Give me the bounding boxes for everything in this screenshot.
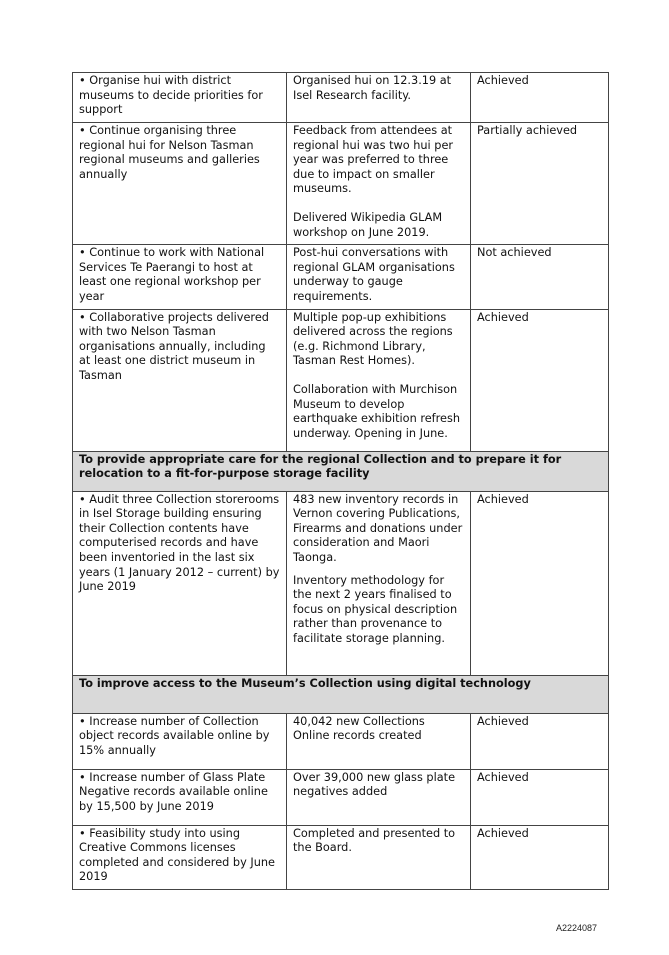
goal-cell: • Organise hui with district museums to decide priorities for support [73,73,287,123]
result-paragraph: Delivered Wikipedia GLAM workshop on June 2019. [293,210,443,239]
result-cell [287,825,471,889]
table-row [73,73,609,123]
result-paragraph: 40,042 new Collections Online records created [293,714,425,743]
result-cell [287,245,471,309]
section-heading: To improve access to the Museum’s Collection using digital technology [73,675,609,713]
table-row [73,491,609,675]
goal-cell: • Increase number of Glass Plate Negative records available online by 15,500 by June 2019 [73,769,287,825]
result-cell [287,491,471,675]
goal-cell: • Increase number of Collection object records available online by 15% annually [73,713,287,769]
goal-cell: • Feasibility study into using Creative Commons licenses completed and considered by June 2019 [73,825,287,889]
result-paragraph: Collaboration with Murchison Museum to develop earthquake exhibition refresh underway. Opening in June. [293,382,461,440]
goal-cell: • Continue organising three regional hui for Nelson Tasman regional museums and galleries annually [73,123,287,245]
result-cell [287,309,471,451]
goal-cell: • Audit three Collection storerooms in Isel Storage building ensuring their Collection contents have computerised records and have been inventoried in the last six years (1 January 2012 – current) by June 2019 [73,491,287,675]
status-cell: Achieved [471,309,609,451]
result-cell [287,123,471,245]
result-paragraph: Organised hui on 12.3.19 at Isel Research facility. [293,74,452,102]
status-cell: Achieved [471,769,609,825]
performance-table [72,72,609,890]
table-row [73,713,609,769]
status-cell: Achieved [471,825,609,889]
result-cell [287,73,471,123]
table-row [73,825,609,889]
table-row [73,123,609,245]
document-reference: A2224087 [555,923,597,933]
section-heading-row [73,675,609,713]
goal-cell: • Collaborative projects delivered with two Nelson Tasman organisations annually, including at least one district museum in Tasman [73,309,287,451]
status-cell: Achieved [471,491,609,675]
result-paragraph: Feedback from attendees at regional hui was two hui per year was preferred to three due to impact on smaller museums. [293,124,454,196]
goal-cell: • Continue to work with National Services Te Paerangi to host at least one regional workshop per year [73,245,287,309]
section-heading: To provide appropriate care for the regional Collection and to prepare it for relocation to a fit-for-purpose storage facility [73,451,609,491]
table-row [73,309,609,451]
result-paragraph: Over 39,000 new glass plate negatives added [293,770,456,799]
status-cell: Not achieved [471,245,609,309]
status-cell: Achieved [471,73,609,123]
result-paragraph: Inventory methodology for the next 2 years finalised to focus on physical description rather than provenance to facilitate storage planning. [293,573,458,645]
result-paragraph: Post-hui conversations with regional GLAM organisations underway to gauge requirements. [293,246,455,303]
result-paragraph: Completed and presented to the Board. [293,826,456,855]
section-heading-row [73,451,609,491]
table-row [73,769,609,825]
table-row [73,245,609,309]
status-cell: Achieved [471,713,609,769]
result-paragraph: Multiple pop-up exhibitions delivered across the regions (e.g. Richmond Library, Tasman Rest Homes). [293,310,453,368]
result-cell [287,769,471,825]
result-paragraph: 483 new inventory records in Vernon covering Publications, Firearms and donations under consideration and Maori Taonga. [293,492,463,564]
table-body [73,73,609,890]
status-cell: Partially achieved [471,123,609,245]
result-cell [287,713,471,769]
